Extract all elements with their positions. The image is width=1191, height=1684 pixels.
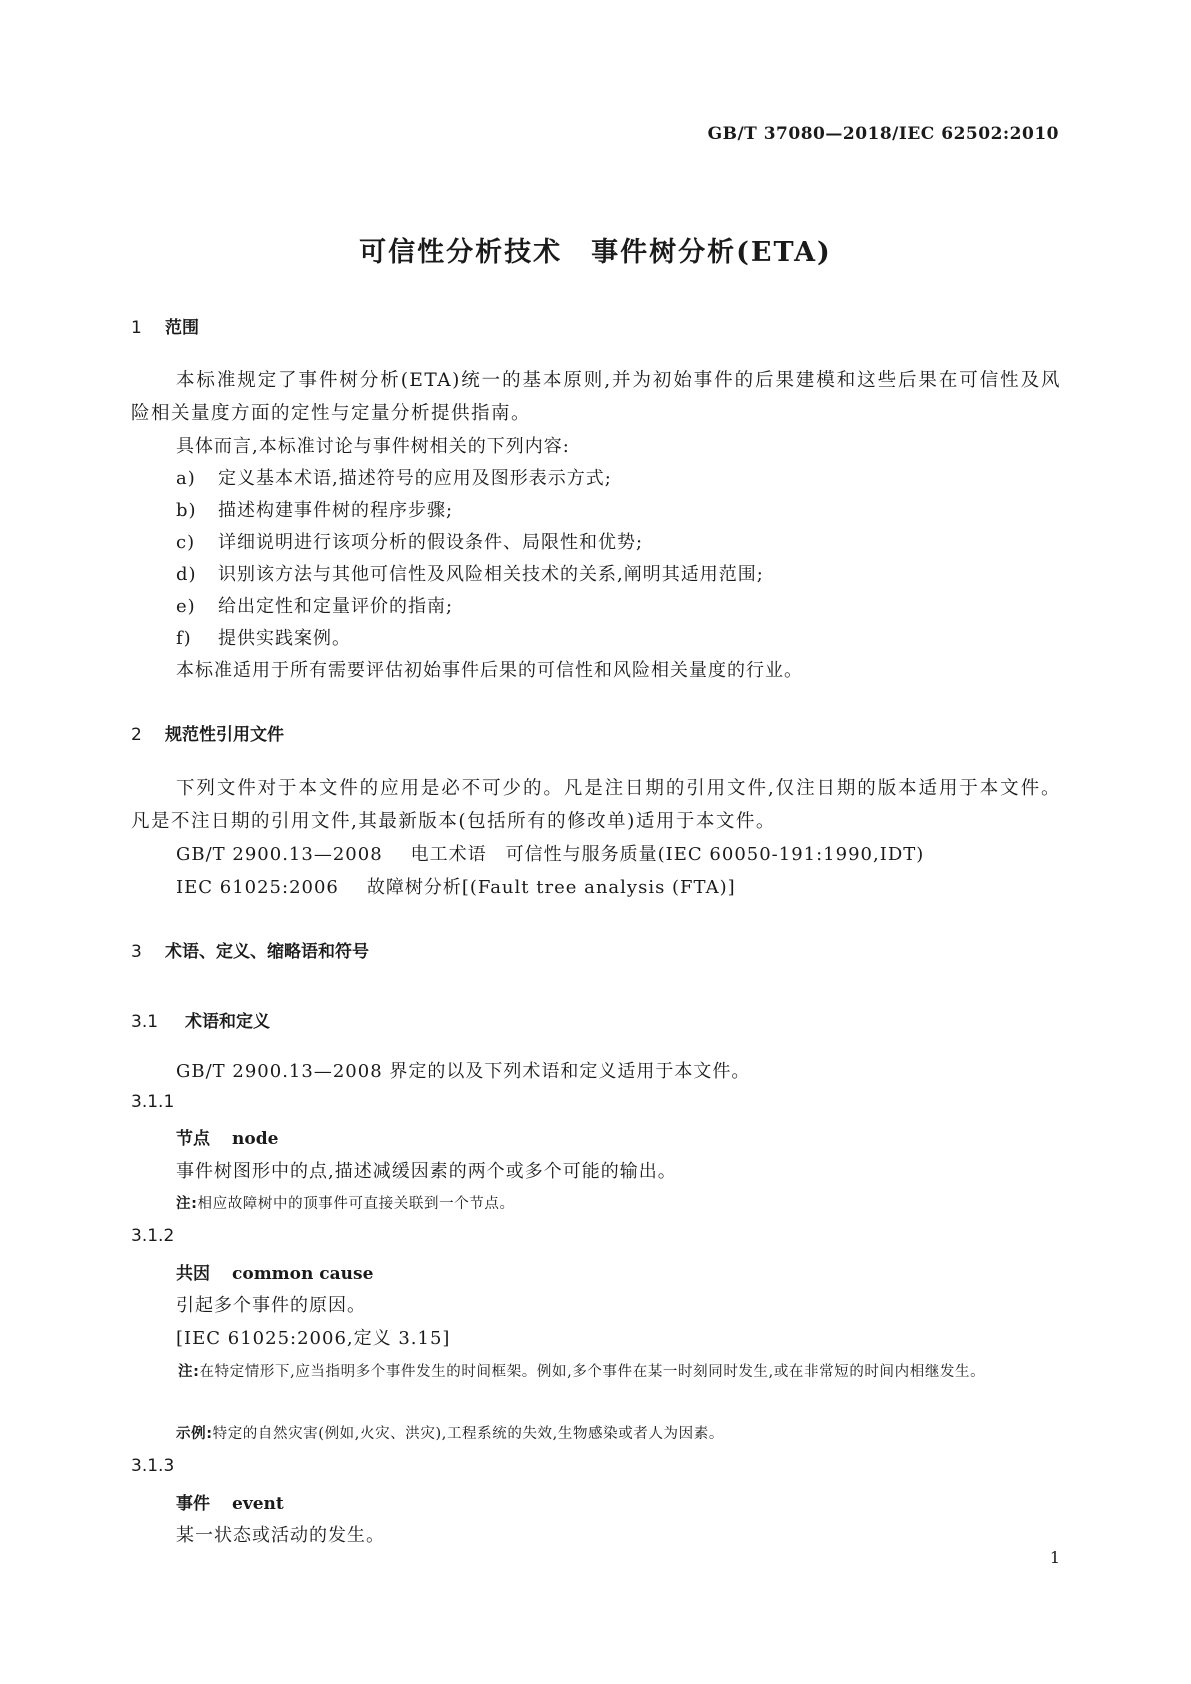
- list-item: [176, 592, 453, 618]
- scope-intro: 具体而言,本标准讨论与事件树相关的下列内容:: [176, 436, 570, 457]
- reference-title: 故障树分析[(Fault tree analysis (FTA)]: [366, 877, 736, 898]
- reference-entry: [176, 873, 736, 899]
- term-definition: 事件树图形中的点,描述减缓因素的两个或多个可能的输出。: [176, 1161, 677, 1182]
- term-heading: [176, 1259, 373, 1284]
- term-number: 3.1.1: [131, 1092, 175, 1112]
- section-number: 3: [131, 942, 142, 962]
- example-label: 示例:: [176, 1426, 213, 1442]
- term-chinese: 共因: [176, 1264, 210, 1284]
- term-chinese: 事件: [176, 1494, 210, 1514]
- list-item: [176, 528, 643, 554]
- list-text: 给出定性和定量评价的指南;: [218, 596, 454, 617]
- term-chinese: 节点: [176, 1129, 210, 1149]
- section-title: 术语、定义、缩略语和符号: [165, 942, 369, 962]
- list-marker: b): [176, 500, 197, 521]
- terms-intro: GB/T 2900.13—2008 界定的以及下列术语和定义适用于本文件。: [176, 1061, 751, 1082]
- subsection-title: 术语和定义: [185, 1012, 270, 1032]
- list-item: [176, 624, 351, 650]
- list-text: 提供实践案例。: [218, 628, 351, 649]
- reference-code: GB/T 2900.13—2008: [176, 844, 383, 865]
- subsection-3-1-heading: [131, 1007, 270, 1032]
- list-text: 描述构建事件树的程序步骤;: [218, 500, 454, 521]
- note-text: 相应故障树中的顶事件可直接关联到一个节点。: [197, 1196, 515, 1212]
- standard-number: GB/T 37080—2018/IEC 62502:2010: [707, 124, 1059, 144]
- section-3-heading: [131, 937, 369, 962]
- reference-code: IEC 61025:2006: [176, 877, 339, 898]
- list-marker: a): [176, 468, 196, 489]
- term-source: [IEC 61025:2006,定义 3.15]: [176, 1328, 451, 1349]
- term-example: [176, 1422, 724, 1443]
- section-number: 2: [131, 725, 142, 745]
- normative-references-paragraph: 下列文件对于本文件的应用是必不可少的。凡是注日期的引用文件,仅注日期的版本适用于本文件。凡是不注日期的引用文件,其最新版本(包括所有的修改单)适用于本文件。: [131, 778, 1061, 832]
- subsection-number: 3.1: [131, 1012, 159, 1032]
- list-item: [176, 560, 764, 586]
- list-text: 识别该方法与其他可信性及风险相关技术的关系,阐明其适用范围;: [218, 564, 764, 585]
- list-item: [176, 496, 453, 522]
- document-title: 可信性分析技术 事件树分析(ETA): [359, 237, 832, 268]
- list-marker: e): [176, 596, 196, 617]
- section-number: 1: [131, 318, 142, 338]
- term-english: node: [232, 1129, 279, 1149]
- list-marker: f): [176, 628, 192, 649]
- term-number: 3.1.2: [131, 1226, 175, 1246]
- term-heading: [176, 1124, 278, 1149]
- section-title: 规范性引用文件: [165, 725, 284, 745]
- note-text: 在特定情形下,应当指明多个事件发生的时间框架。例如,多个事件在某一时刻同时发生,或在非常短的时间内相继发生。: [199, 1364, 986, 1380]
- reference-title: 电工术语 可信性与服务质量(IEC 60050-191:1990,IDT): [410, 844, 925, 865]
- term-definition: 引起多个事件的原因。: [176, 1295, 366, 1316]
- term-english: event: [232, 1494, 284, 1514]
- scope-closing: 本标准适用于所有需要评估初始事件后果的可信性和风险相关量度的行业。: [176, 660, 803, 681]
- section-title: 范围: [165, 318, 199, 338]
- list-marker: c): [176, 532, 196, 553]
- term-definition: 某一状态或活动的发生。: [176, 1525, 385, 1546]
- term-note: [178, 1358, 1086, 1386]
- term-note: [176, 1192, 515, 1213]
- list-marker: d): [176, 564, 197, 585]
- list-text: 定义基本术语,描述符号的应用及图形表示方式;: [218, 468, 612, 489]
- list-text: 详细说明进行该项分析的假设条件、局限性和优势;: [218, 532, 644, 553]
- note-label: 注:: [176, 1196, 198, 1212]
- scope-paragraph: 本标准规定了事件树分析(ETA)统一的基本原则,并为初始事件的后果建模和这些后果在可信性及风险相关量度方面的定性与定量分析提供指南。: [131, 370, 1061, 424]
- term-number: 3.1.3: [131, 1456, 175, 1476]
- list-item: [176, 464, 612, 490]
- section-1-heading: [131, 313, 199, 338]
- reference-entry: [176, 840, 924, 866]
- note-label: 注:: [178, 1364, 200, 1380]
- example-text: 特定的自然灾害(例如,火灾、洪灾),工程系统的失效,生物感染或者人为因素。: [212, 1426, 724, 1442]
- term-heading: [176, 1489, 284, 1514]
- term-english: common cause: [232, 1264, 374, 1284]
- page-number: 1: [1049, 1548, 1060, 1567]
- section-2-heading: [131, 720, 284, 745]
